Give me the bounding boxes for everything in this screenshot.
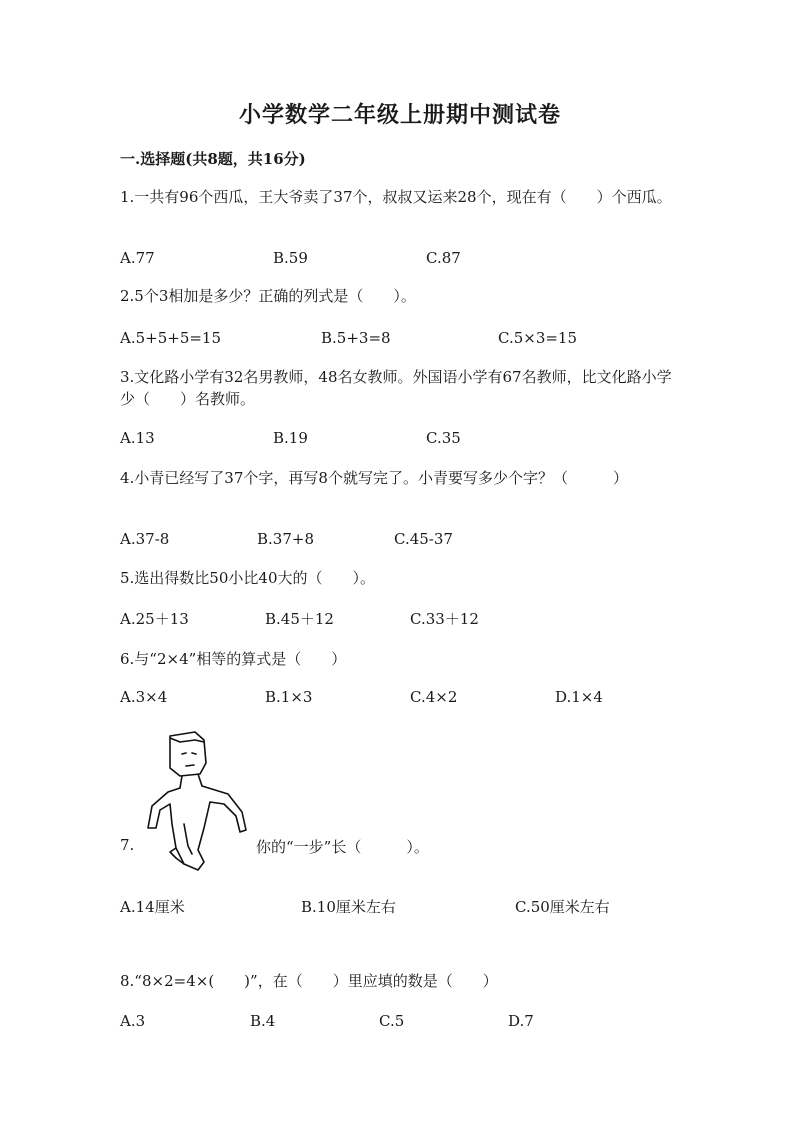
q3-option-b: B.19 <box>273 429 308 447</box>
stick-figure-illustration <box>140 728 250 873</box>
q6-option-a: A.3×4 <box>120 688 168 706</box>
q1-option-b: B.59 <box>273 249 308 267</box>
q7-option-b: B.10厘米左右 <box>301 898 396 916</box>
q5-option-c: C.33＋12 <box>410 610 479 628</box>
q6-option-d: D.1×4 <box>555 688 603 706</box>
q5-option-b: B.45＋12 <box>265 610 334 628</box>
question-1: 1.一共有96个西瓜，王大爷卖了37个，叔叔又运来28个，现在有（ ）个西瓜。 <box>120 188 672 206</box>
question-4: 4.小青已经写了37个字，再写8个就写完了。小青要写多少个字？（ ） <box>120 469 628 487</box>
q4-option-b: B.37+8 <box>257 530 314 548</box>
q8-option-c: C.5 <box>379 1012 405 1030</box>
q7-option-a: A.14厘米 <box>120 898 185 916</box>
question-2: 2.5个3相加是多少？正确的列式是（ ）。 <box>120 287 416 305</box>
q4-option-c: C.45-37 <box>394 530 453 548</box>
q8-option-b: B.4 <box>250 1012 276 1030</box>
q4-option-a: A.37-8 <box>120 530 170 548</box>
q3-option-c: C.35 <box>426 429 461 447</box>
question-6: 6.与“2×4”相等的算式是（ ） <box>120 650 347 668</box>
q8-option-a: A.3 <box>120 1012 146 1030</box>
q6-option-b: B.1×3 <box>265 688 313 706</box>
question-8: 8.“8×2=4×( )”，在（ ）里应填的数是（ ） <box>120 972 498 990</box>
question-3: 3.文化路小学有32名男教师，48名女教师。外国语小学有67名教师，比文化路小学少（ ）名教师。 <box>120 368 672 408</box>
question-7-number: 7. <box>120 836 135 854</box>
q5-option-a: A.25＋13 <box>120 610 189 628</box>
q7-option-c: C.50厘米左右 <box>515 898 610 916</box>
q2-option-b: B.5+3=8 <box>321 329 391 347</box>
q2-option-a: A.5+5+5=15 <box>120 329 222 347</box>
question-7: 你的“一步”长（ ）。 <box>256 838 429 856</box>
q8-option-d: D.7 <box>508 1012 534 1030</box>
section-heading: 一.选择题(共8题，共16分) <box>120 150 306 168</box>
page-title: 小学数学二年级上册期中测试卷 <box>238 102 561 128</box>
q1-option-c: C.87 <box>426 249 461 267</box>
q1-option-a: A.77 <box>120 249 155 267</box>
q2-option-c: C.5×3=15 <box>498 329 578 347</box>
q3-option-a: A.13 <box>120 429 155 447</box>
question-5: 5.选出得数比50小比40大的（ ）。 <box>120 569 375 587</box>
q6-option-c: C.4×2 <box>410 688 458 706</box>
